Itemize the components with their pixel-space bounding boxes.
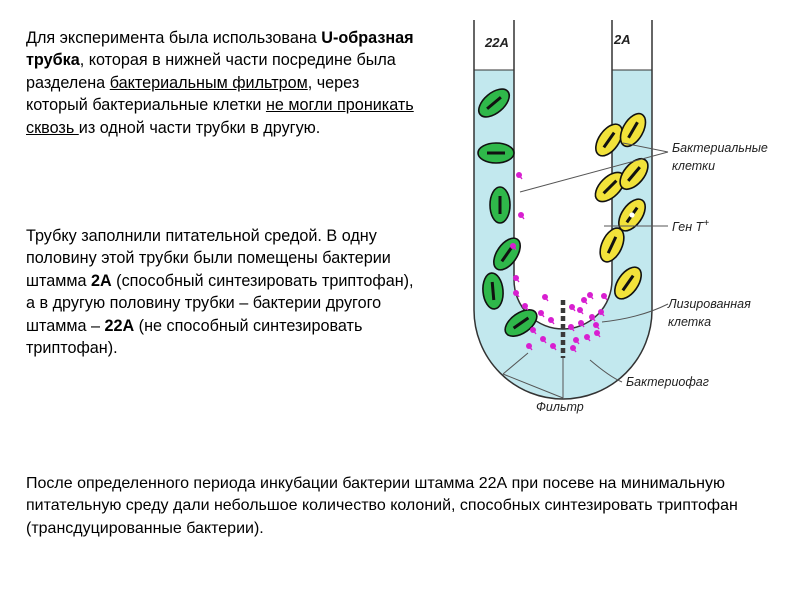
- text-segment: Для эксперимента была использована: [26, 29, 322, 47]
- bacterial-cell-22a: [478, 143, 514, 163]
- bold-strain-22a: 22A: [104, 316, 135, 335]
- label-gene-superscript: +: [703, 218, 710, 229]
- underlined-term-cannot-pass: не могли проникать сквозь: [26, 96, 414, 137]
- label-bacteriophage: Бактериофаг: [626, 375, 709, 389]
- bacteriophage-particle: [516, 172, 522, 179]
- label-gene: [672, 218, 709, 234]
- bacteriophage-particle: [587, 292, 593, 299]
- bacteriophage-particle: [542, 294, 548, 301]
- bacteriophage-particle: [518, 212, 524, 219]
- u-tube-diagram: [440, 10, 785, 420]
- text-segment: , через который бактериальные клетки: [26, 73, 360, 115]
- label-gene-text: Ген T: [672, 220, 704, 234]
- bacteriophage-particle: [569, 304, 575, 311]
- bacteriophage-particle: [538, 310, 544, 317]
- result-paragraph: После определенного периода инкубации бактерии штамма 22А при посеве на минимальную питательную среду дали небольшое количество колоний, способных синтезировать триптофан (трансдуцированные бактерии).: [26, 475, 738, 537]
- bold-term-u-tube: U-образная трубка: [26, 29, 414, 70]
- tube-label-22a: 22A: [485, 35, 509, 50]
- bacteriophage-particle: [577, 307, 583, 314]
- bold-strain-2a: 2A: [90, 271, 112, 290]
- underlined-term-filter: бактериальным фильтром: [109, 73, 308, 92]
- text-segment: из одной части трубки в другую.: [78, 118, 321, 137]
- text-segment: , которая в нижней части посредине была разделена: [26, 51, 396, 92]
- label-bacterial-cells-line2: клетки: [672, 159, 716, 173]
- bacteriophage-particle: [601, 293, 607, 300]
- bacteriophage-particle: [548, 317, 554, 324]
- bacteriophage-particle: [589, 314, 595, 321]
- text-segment: (способный синтезировать триптофан), а в другую половину трубки – бактерии другого штамма –: [26, 271, 414, 335]
- text-segment: Трубку заполнили питательной средой. В одну половину этой трубки были помещены бактерии штамма: [26, 227, 391, 290]
- bacterial-cell-22a: [490, 187, 510, 223]
- label-bacterial-cells-line1: Бактериальные: [672, 141, 768, 155]
- intro-paragraph: [26, 27, 418, 139]
- setup-paragraph: [26, 225, 418, 359]
- tube-label-2a: 2A: [614, 32, 631, 47]
- bacteriophage-particle: [581, 297, 587, 304]
- text-segment: (не способный синтезировать триптофан).: [26, 316, 363, 358]
- label-lysed-line1: Лизированная: [668, 297, 751, 311]
- label-filter: Фильтр: [536, 400, 584, 414]
- label-lysed-line2: клетка: [668, 315, 712, 329]
- tube-inner-wall: [514, 20, 612, 329]
